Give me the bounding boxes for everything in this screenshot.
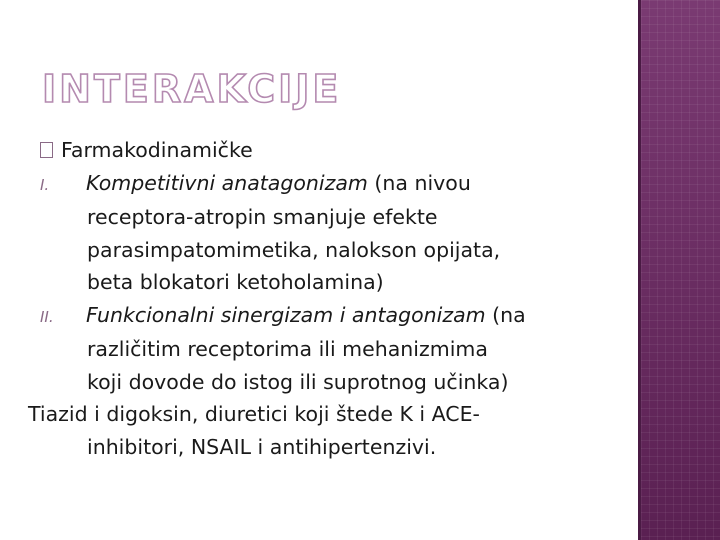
item-line: beta blokatori ketoholamina) [87,270,384,294]
item-numeral: II. [40,307,54,326]
heading-text: Farmakodinamičke [61,138,253,162]
slide-body [28,134,630,463]
list-item [40,167,630,202]
example-line: Tiazid i digoksin, diuretici koji štede K i ACE- [28,402,480,426]
box-bullet-icon [40,142,53,158]
slide-title: INTERAKCIJE [42,67,342,111]
item-line: receptora-atropin smanjuje efekte [87,205,438,229]
example-line: inhibitori, NSAIL i antihipertenzivi. [87,434,437,459]
heading-line [40,134,630,167]
item-emphasis: Funkcionalni sinergizam i antagonizam [86,302,486,327]
item-line: različitim receptorima ili mehanizmima [87,337,488,361]
item-rest: (na nivou [367,170,471,195]
item-line: parasimpatomimetika, nalokson opijata, [87,237,501,262]
item-line: koji dovode do istog ili suprotnog učinka) [87,369,509,394]
item-emphasis: Kompetitivni anatagonizam [86,170,368,195]
list-item [40,299,630,334]
item-rest: (na [485,302,526,327]
decorative-side-band [641,0,720,540]
item-numeral: I. [40,175,50,194]
